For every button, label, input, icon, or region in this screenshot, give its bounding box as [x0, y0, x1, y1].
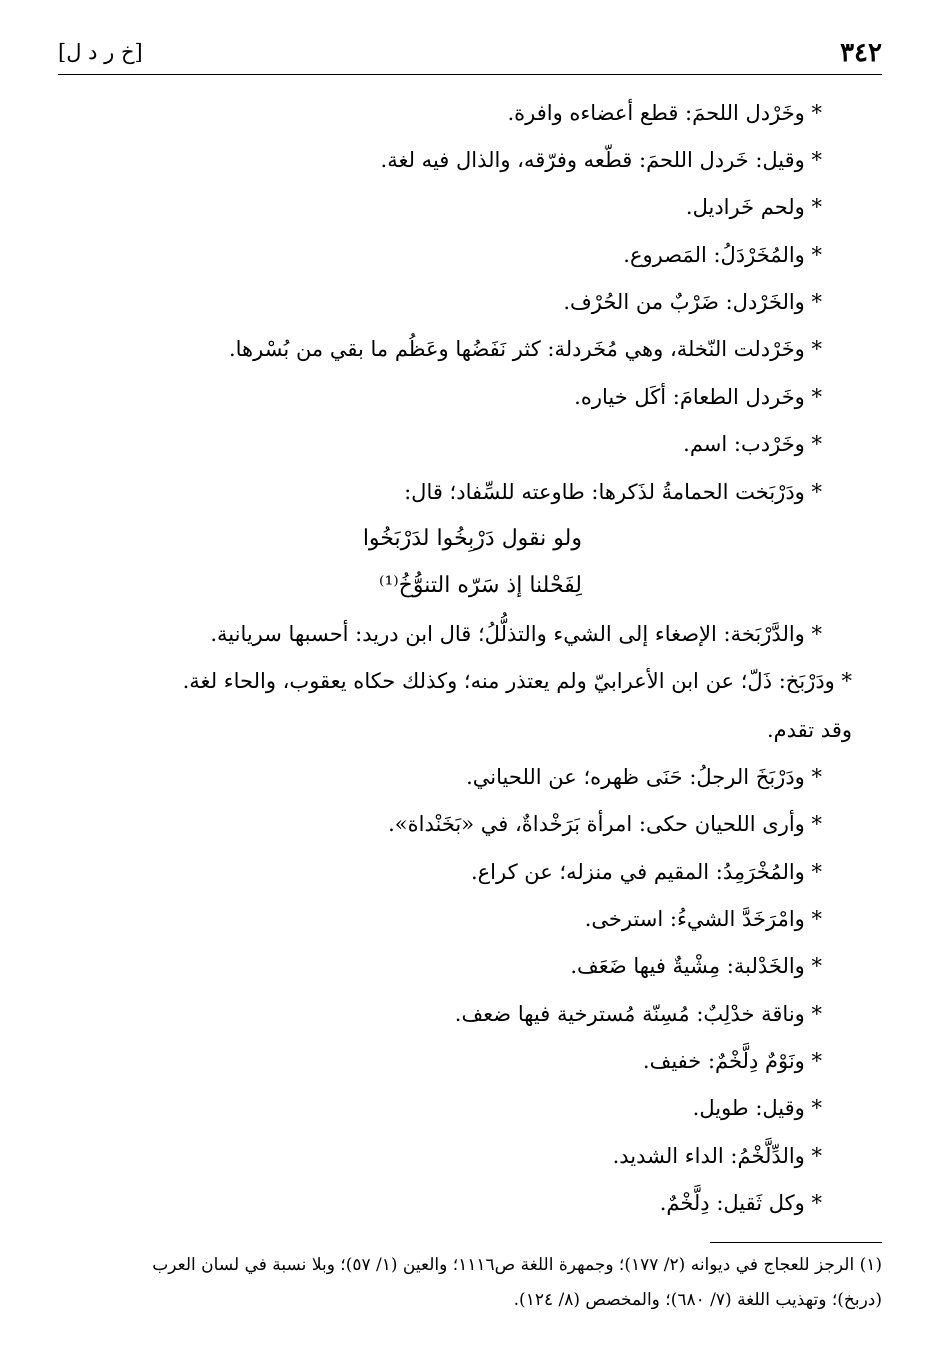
- entry-line: * والمُخَرْدَلُ: المَصروع.: [623, 243, 822, 267]
- entry-line: * والمُخْرَمِدُ: المقيم في منزله؛ عن كراع.: [470, 860, 822, 884]
- verse-line: ولو نقول دَرْبِخُوا لدَرْبَخُوا: [362, 526, 582, 551]
- page-number: ٣٤٢: [840, 38, 882, 68]
- entry-line: * والخَدْلبة: مِشْيةٌ فيها ضَعَف.: [570, 954, 822, 978]
- entry-line: * والخَرْدل: ضَرْبٌ من الحُرْف.: [563, 290, 822, 314]
- entry-line: * وقيل: طويل.: [692, 1096, 822, 1120]
- running-head: [خ ر د ل]: [58, 40, 143, 64]
- entry-line: وقد تقدم.: [766, 718, 852, 742]
- entry-line: * ودَرْبَخ: ذَلّ؛ عن ابن الأعرابيّ ولم يعتذر منه؛ وكذلك حكاه يعقوب، والحاء لغة.: [182, 669, 852, 693]
- entry-line: * وامْرَخَدَّ الشيءُ: استرخى.: [584, 907, 822, 931]
- entry-line: * وخَرْدب: اسم.: [683, 432, 822, 456]
- page-header: [58, 38, 882, 75]
- footnote-divider: [710, 1242, 882, 1243]
- entry-line: * ودَرْبَخت الحمامةُ لذَكرها: طاوعته للسِّفاد؛ قال:: [404, 480, 822, 504]
- entry-line: * وناقة خدْلِبٌ: مُسِنّة مُسترخية فيها ضعف.: [454, 1002, 822, 1026]
- entry-line: * ولحم خَراديل.: [685, 195, 822, 219]
- entry-line: * والدَّرْبَخة: الإصغاء إلى الشيء والتذلُّلُ؛ قال ابن دريد: أحسبها سريانية.: [210, 622, 822, 646]
- entry-line: * وقيل: خَردل اللحمَ: قطّعه وفرّقه، والذال فيه لغة.: [380, 148, 822, 172]
- footnote-line: (١) الرجز للعجاج في ديوانه (٢/ ١٧٧)؛ وجمهرة اللغة ص١١١٦؛ والعين (١/ ٥٧)؛ وبلا نسبة في لسان العرب: [152, 1255, 882, 1275]
- entry-line: * وخَرْدل اللحمَ: قطع أعضاءه وافرة.: [507, 101, 822, 125]
- verse-line: لِفَحْلنا إذ سَرّه التنوُّخُ⁽¹⁾: [379, 573, 582, 598]
- entry-line: * وخَردل الطعامَ: أكَل خياره.: [574, 385, 822, 409]
- entry-line: * ودَرْبَخَ الرجلُ: حَنَى ظهره؛ عن اللحياني.: [466, 765, 822, 789]
- entry-line: * وكل ثَقيل: دِلَّخْمٌ.: [659, 1191, 822, 1215]
- entry-line: * والدِّلَّخْمُ: الداء الشديد.: [612, 1144, 822, 1168]
- footnote-line: (دربخ)؛ وتهذيب اللغة (٧/ ٦٨٠)؛ والمخصص (٨/ ١٢٤).: [513, 1290, 882, 1310]
- entry-line: * وخَرْدلت النّخلة، وهي مُخَردلة: كثر نَفَضُها وعَظُم ما بقي من بُسْرها.: [228, 337, 822, 361]
- entry-line: * ونَوْمٌ دِلَّخْمٌ: خفيف.: [642, 1049, 822, 1073]
- entry-line: * وأرى اللحيان حكى: امرأة بَرَخْداةٌ، في «بَخَنْداة».: [388, 812, 822, 836]
